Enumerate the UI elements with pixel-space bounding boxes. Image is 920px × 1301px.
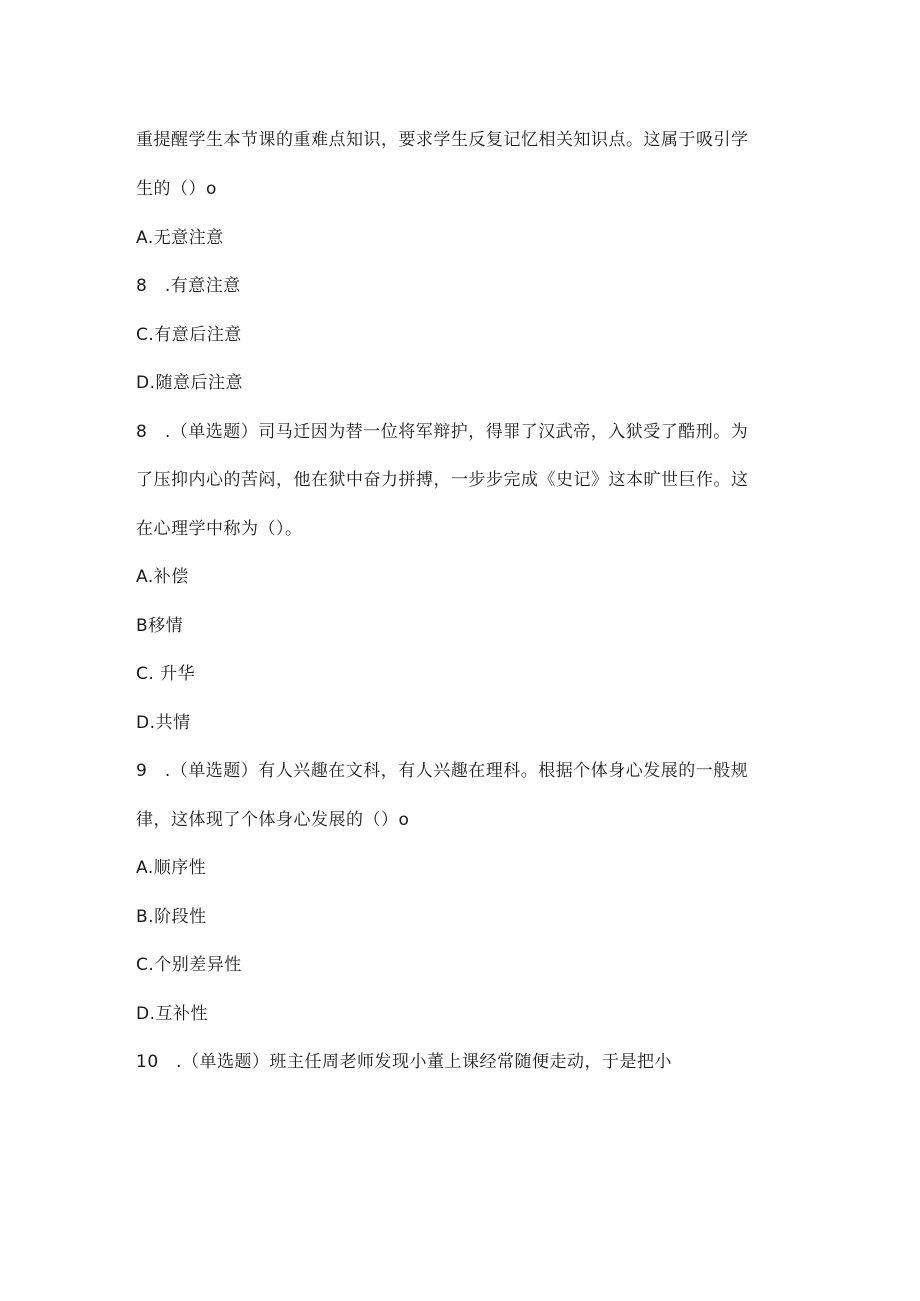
question-7-option-c: C.有意后注意: [136, 325, 242, 345]
question-8-stem-line-1: 8 .（单选题）司马迁因为替一位将军辩护，得罪了汉武帝，入狱受了酷刑。为: [136, 422, 749, 442]
question-8-option-c: C. 升华: [136, 664, 196, 684]
question-8-stem-line-3: 在心理学中称为（）。: [136, 519, 303, 539]
question-9-option-c: C.个别差异性: [136, 955, 242, 975]
question-7-option-b: 8 .有意注意: [136, 276, 241, 296]
question-8-option-d: D.共情: [136, 713, 191, 733]
question-9-option-a: A.顺序性: [136, 858, 207, 878]
question-9-option-d: D.互补性: [136, 1004, 208, 1024]
question-8-option-a: A.补偿: [136, 567, 189, 587]
question-9-stem-line-1: 9 .（单选题）有人兴趣在文科，有人兴趣在理科。根据个体身心发展的一般规: [136, 761, 749, 781]
question-8-option-b: B移情: [136, 616, 184, 636]
question-8-stem-line-2: 了压抑内心的苦闷，他在狱中奋力拼搏，一步步完成《史记》这本旷世巨作。这: [136, 470, 749, 490]
question-7-stem-line-2: 生的（）o: [136, 179, 217, 199]
question-9-stem-line-2: 律，这体现了个体身心发展的（）o: [136, 810, 410, 830]
question-9-option-b: B.阶段性: [136, 907, 207, 927]
question-7-option-a: A.无意注意: [136, 228, 224, 248]
question-7-stem-line-1: 重提醒学生本节课的重难点知识，要求学生反复记忆相关知识点。这属于吸引学: [136, 130, 749, 150]
question-7-option-d: D.随意后注意: [136, 373, 243, 393]
question-10-stem-line-1: 10 .（单选题）班主任周老师发现小董上课经常随便走动，于是把小: [136, 1052, 673, 1072]
